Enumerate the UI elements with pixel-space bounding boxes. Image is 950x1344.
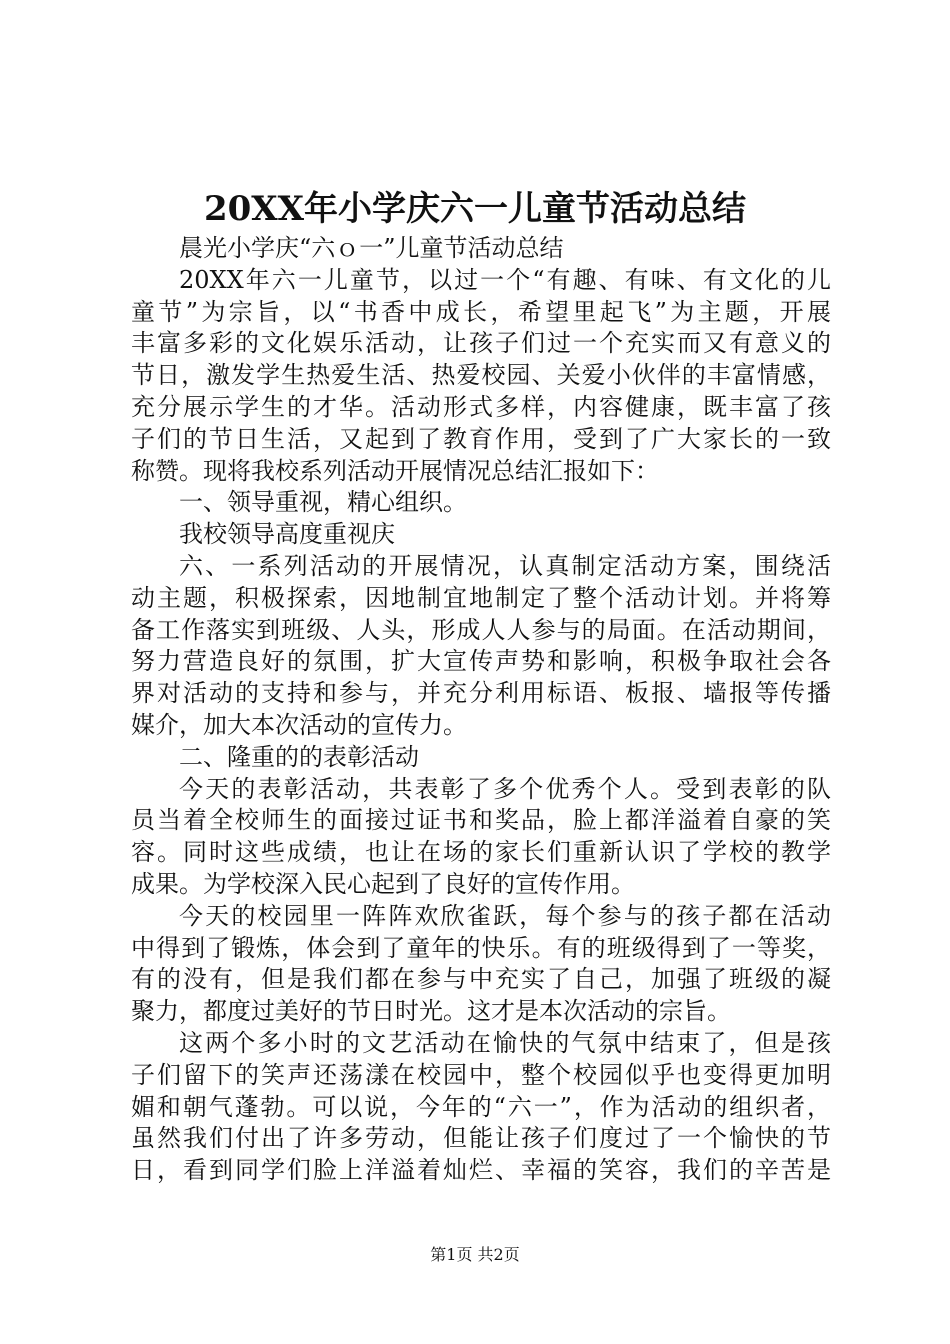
- paragraph-line: 20XX年六一儿童节，以过一个“有趣、有味、有文化的儿: [179, 265, 831, 294]
- paragraph-line: 媒介，加大本次活动的宣传力。: [131, 710, 467, 739]
- paragraph-line: 日，看到同学们脸上洋溢着灿烂、幸福的笑容，我们的辛苦是: [131, 1156, 831, 1185]
- paragraph-line: 这两个多小时的文艺活动在愉快的气氛中结束了，但是孩: [179, 1028, 831, 1057]
- paragraph-line: 称赞。现将我校系列活动开展情况总结汇报如下：: [131, 456, 659, 485]
- paragraph-line: 六、一系列活动的开展情况，认真制定活动方案，围绕活: [179, 551, 831, 580]
- document-body: [131, 233, 831, 1187]
- paragraph-line: 中得到了锻炼，体会到了童年的快乐。有的班级得到了一等奖，: [131, 933, 831, 962]
- paragraph-line: 成果。为学校深入民心起到了良好的宣传作用。: [131, 869, 635, 898]
- page-number-footer: 第1页 共2页: [430, 1245, 520, 1264]
- paragraph-line: 员当着全校师生的面接过证书和奖品，脸上都洋溢着自豪的笑: [131, 806, 831, 835]
- section-heading: 二、隆重的的表彰活动: [179, 742, 419, 771]
- paragraph-line: 界对活动的支持和参与，并充分利用标语、板报、墙报等传播: [131, 679, 831, 708]
- paragraph-line: 丰富多彩的文化娱乐活动，让孩子们过一个充实而又有意义的: [131, 329, 831, 358]
- paragraph-line: 子们的节日生活，又起到了教育作用，受到了广大家长的一致: [131, 424, 831, 453]
- paragraph-line: 虽然我们付出了许多劳动，但能让孩子们度过了一个愉快的节: [131, 1124, 831, 1153]
- paragraph-line: 充分展示学生的才华。活动形式多样，内容健康，既丰富了孩: [131, 392, 831, 421]
- paragraph-line: 动主题，积极探索，因地制宜地制定了整个活动计划。并将筹: [131, 583, 831, 612]
- paragraph-line: 我校领导高度重视庆: [179, 520, 395, 549]
- document-title: 20XX年小学庆六一儿童节活动总结: [203, 189, 747, 229]
- paragraph-line: 子们留下的笑声还荡漾在校园中，整个校园似乎也变得更加明: [131, 1060, 831, 1089]
- paragraph-line: 努力营造良好的氛围，扩大宣传声势和影响，积极争取社会各: [131, 647, 831, 676]
- paragraph-line: 童节”为宗旨，以“书香中成长，希望里起飞”为主题，开展: [131, 297, 831, 326]
- paragraph-line: 今天的表彰活动，共表彰了多个优秀个人。受到表彰的队: [179, 774, 831, 803]
- paragraph-line: 有的没有，但是我们都在参与中充实了自己，加强了班级的凝: [131, 965, 831, 994]
- paragraph-line: 容。同时这些成绩，也让在场的家长们重新认识了学校的教学: [131, 838, 831, 867]
- subtitle-line: 晨光小学庆“六ｏ一”儿童节活动总结: [179, 234, 564, 262]
- paragraph-line: 今天的校园里一阵阵欢欣雀跃，每个参与的孩子都在活动: [179, 901, 831, 930]
- paragraph-line: 聚力，都度过美好的节日时光。这才是本次活动的宗旨。: [131, 997, 731, 1026]
- section-heading: 一、领导重视，精心组织。: [179, 488, 467, 517]
- paragraph-line: 媚和朝气蓬勃。可以说，今年的“六一”，作为活动的组织者，: [131, 1092, 831, 1121]
- paragraph-line: 备工作落实到班级、人头，形成人人参与的局面。在活动期间，: [131, 615, 831, 644]
- paragraph-line: 节日，激发学生热爱生活、热爱校园、关爱小伙伴的丰富情感，: [131, 361, 831, 390]
